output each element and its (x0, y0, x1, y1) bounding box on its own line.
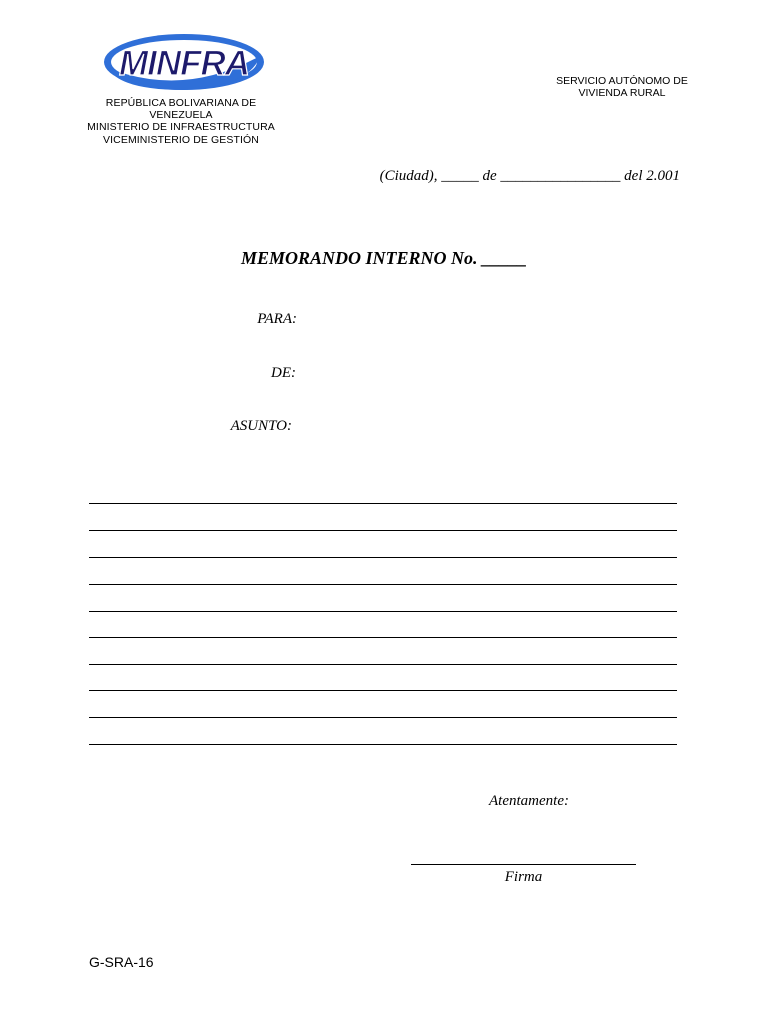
body-rule-line (89, 664, 677, 665)
org-left-line: MINISTERIO DE INFRAESTRUCTURA (87, 121, 275, 134)
form-code: G-SRA-16 (89, 954, 154, 970)
org-right-block (540, 75, 704, 99)
field-para-label: PARA: (257, 311, 297, 327)
logo-text: MINFRA (118, 44, 250, 83)
body-rule-line (89, 637, 677, 638)
body-rule-line (89, 744, 677, 745)
body-rule-line (89, 503, 677, 504)
memo-title: MEMORANDO INTERNO No. _____ (240, 248, 528, 268)
org-right-line: SERVICIO AUTÓNOMO DE (556, 75, 688, 87)
org-left-line: VICEMINISTERIO DE GESTIÓN (103, 133, 259, 146)
body-rule-line (89, 690, 677, 691)
body-rule-line (89, 611, 677, 612)
org-left-line: REPÚBLICA BOLIVARIANA DE (105, 97, 257, 109)
org-left-line: VENEZUELA (149, 109, 213, 122)
dateline: (Ciudad), _____ de ________________ del 2.001 (379, 168, 680, 184)
body-rule-line (89, 717, 677, 718)
body-rule-line (89, 530, 677, 531)
body-rule-line (89, 557, 677, 558)
closing-text: Atentamente: (489, 793, 569, 809)
org-right-line: VIVIENDA RURAL (578, 87, 666, 100)
minfra-logo (100, 28, 268, 98)
body-rule-line (89, 584, 677, 585)
signature-line (411, 864, 636, 865)
org-left-block (70, 97, 292, 146)
field-de-label: DE: (271, 365, 296, 381)
signature-caption: Firma (504, 869, 543, 885)
field-asunto-label: ASUNTO: (230, 418, 292, 434)
